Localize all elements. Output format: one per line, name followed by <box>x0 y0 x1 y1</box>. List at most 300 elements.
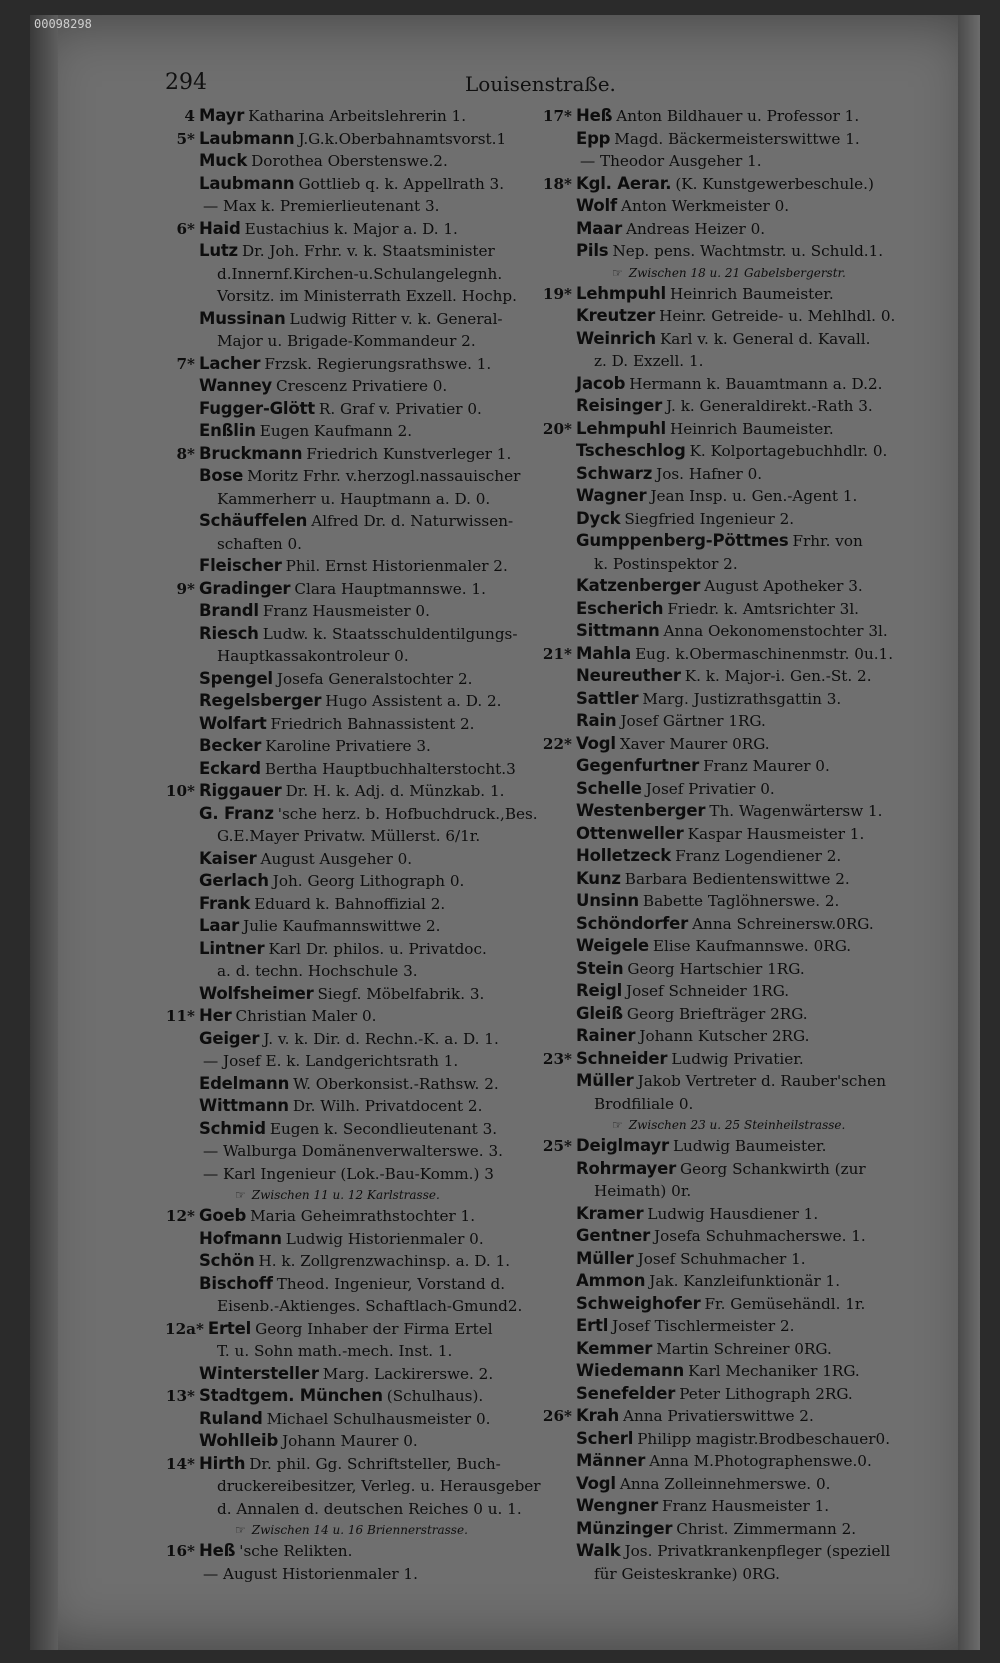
resident-name: Vogl <box>576 733 616 753</box>
resident-description: W. Oberkonsist.-Rathsw. 2. <box>293 1074 499 1093</box>
resident-name: Mayr <box>199 106 245 125</box>
resident-description: Jos. Privatkrankenpfleger (speziell <box>624 1542 891 1560</box>
resident-description: J. v. k. Dir. d. Rechn.-K. a. D. 1. <box>263 1029 499 1048</box>
resident-name: Heß <box>576 106 613 125</box>
resident-entry <box>542 575 932 598</box>
resident-entry <box>165 150 565 173</box>
resident-name: Her <box>199 1006 232 1025</box>
resident-name: Katzenberger <box>576 576 701 595</box>
resident-name: Edelmann <box>199 1073 290 1093</box>
resident-name: Laar <box>199 916 240 935</box>
resident-entry <box>542 283 932 306</box>
resident-name: Männer <box>576 1451 646 1470</box>
resident-description: Anna Schreinersw.0RG. <box>692 914 874 933</box>
resident-entry <box>542 958 932 981</box>
resident-description: R. Graf v. Privatier 0. <box>318 399 482 418</box>
resident-description: Josef Privatier 0. <box>645 779 775 798</box>
resident-entry <box>165 600 565 623</box>
resident-description: 'sche herz. b. Hofbuchdruck.,Bes. <box>277 804 538 823</box>
resident-description: Karl Dr. philos. u. Privatdoc. <box>268 939 487 958</box>
resident-name: Wolfsheimer <box>199 983 314 1003</box>
resident-entry <box>165 780 565 803</box>
resident-name: Lutz <box>199 241 238 260</box>
resident-entry <box>542 980 932 1003</box>
resident-entry <box>165 1363 565 1386</box>
resident-name: Schweighofer <box>576 1293 701 1313</box>
resident-name: Geiger <box>199 1028 260 1048</box>
resident-entry <box>165 1005 565 1028</box>
resident-description: Jak. Kanzleifunktionär 1. <box>649 1272 841 1290</box>
resident-description: Eduard k. Bahnoffizial 2. <box>254 894 446 913</box>
resident-description: Georg Hartschier 1RG. <box>627 959 805 978</box>
resident-entry <box>542 598 932 621</box>
resident-entry <box>542 643 932 666</box>
resident-description: Franz Maurer 0. <box>703 757 830 775</box>
resident-description: Siegfried Ingenieur 2. <box>624 509 795 528</box>
resident-entry <box>165 308 565 331</box>
resident-description: Th. Wagenwärtersw 1. <box>709 802 883 820</box>
resident-name: Wagner <box>576 486 647 505</box>
resident-entry <box>165 510 565 533</box>
resident-description: Johann Kutscher 2RG. <box>639 1027 810 1045</box>
resident-description: Christ. Zimmermann 2. <box>676 1519 857 1538</box>
resident-name: Kemmer <box>576 1338 653 1358</box>
resident-entry <box>165 915 565 938</box>
resident-name: Schön <box>199 1251 255 1270</box>
resident-name: Schwarz <box>576 463 653 483</box>
resident-name: Vogl <box>576 1473 616 1493</box>
resident-name: Bruckmann <box>199 443 303 463</box>
resident-entry <box>542 733 932 756</box>
left-column <box>165 105 565 1585</box>
resident-description: Marg. Lackirerswe. 2. <box>322 1364 494 1383</box>
resident-entry <box>165 1073 565 1096</box>
resident-name: Spengel <box>199 668 273 688</box>
resident-entry <box>542 1048 932 1071</box>
resident-entry <box>165 240 565 263</box>
resident-name: Gumppenberg-Pöttmes <box>576 531 789 550</box>
resident-name: Ruland <box>199 1408 263 1428</box>
entry-continuation: für Geisteskranke) 0RG. <box>594 1564 780 1583</box>
resident-entry <box>542 1203 932 1226</box>
resident-entry <box>165 713 565 736</box>
resident-entry <box>165 848 565 871</box>
resident-description: Friedrich Bahnassistent 2. <box>270 714 475 733</box>
resident-description: Jean Insp. u. Gen.-Agent 1. <box>650 487 858 505</box>
resident-description: Anton Bildhauer u. Professor 1. <box>616 107 860 125</box>
cross-street-note <box>165 1520 565 1540</box>
resident-name: Westenberger <box>576 801 706 820</box>
resident-entry <box>542 845 932 868</box>
resident-description: H. k. Zollgrenzwachinsp. a. D. 1. <box>258 1252 511 1270</box>
resident-name: Reisinger <box>576 396 663 415</box>
pointing-hand-icon: ☞ <box>612 1118 623 1132</box>
resident-description: Karoline Privatiere 3. <box>265 737 431 755</box>
resident-description: Ludw. k. Staatsschuldentilgungs- <box>262 624 518 643</box>
entry-continuation: Major u. Brigade-Kommandeur 2. <box>217 332 476 350</box>
resident-name: Kunz <box>576 868 621 888</box>
resident-description: Anna Privatierswittwe 2. <box>623 1407 814 1425</box>
resident-entry <box>542 620 932 643</box>
resident-entry <box>165 398 565 421</box>
resident-description: 'sche Relikten. <box>239 1542 353 1560</box>
house-number: 14* <box>165 1454 195 1473</box>
resident-entry <box>542 1158 932 1181</box>
resident-entry <box>542 508 932 531</box>
resident-entry <box>542 463 932 486</box>
resident-description: Karl v. k. General d. Kavall. <box>659 329 871 348</box>
resident-name: Weigele <box>576 936 649 955</box>
resident-entry <box>165 758 565 781</box>
resident-entry <box>542 868 932 891</box>
resident-name: Becker <box>199 736 262 755</box>
resident-entry <box>165 690 565 713</box>
resident-description: Franz Hausmeister 0. <box>262 602 430 620</box>
resident-entry <box>165 1430 565 1453</box>
resident-description: Andreas Heizer 0. <box>626 219 766 238</box>
resident-description: Ludwig Ritter v. k. General- <box>289 309 503 328</box>
resident-description: (Schulhaus). <box>386 1387 484 1405</box>
resident-description: Barbara Bedientenswittwe 2. <box>624 869 850 888</box>
resident-name: Schäuffelen <box>199 511 308 530</box>
resident-description: Anna Zolleinnehmerswe. 0. <box>619 1474 831 1493</box>
resident-entry <box>165 1318 565 1341</box>
resident-name: Goeb <box>199 1206 247 1225</box>
resident-entry <box>165 1453 565 1476</box>
resident-name: Ottenweller <box>576 823 684 843</box>
resident-name: Muck <box>199 151 248 170</box>
resident-name: Schmid <box>199 1118 266 1138</box>
house-number: 6* <box>176 219 195 238</box>
resident-name: Laubmann <box>199 128 295 148</box>
resident-entry <box>165 623 565 646</box>
resident-description: Friedr. k. Amtsrichter 3l. <box>667 599 860 618</box>
resident-name: Haid <box>199 218 241 238</box>
resident-entry <box>165 803 565 826</box>
resident-description: Dr. Wilh. Privatdocent 2. <box>292 1097 483 1115</box>
resident-name: Fleischer <box>199 556 282 575</box>
book-gutter <box>30 15 92 1650</box>
resident-name: Gradinger <box>199 578 291 598</box>
resident-name: Jacob <box>576 373 626 393</box>
resident-description: Georg Schankwirth (zur <box>680 1159 866 1178</box>
resident-name: Mussinan <box>199 308 286 328</box>
resident-description: — Theodor Ausgeher 1. <box>580 152 762 170</box>
resident-description: Siegf. Möbelfabrik. 3. <box>317 984 485 1003</box>
resident-name: G. Franz <box>199 803 274 823</box>
resident-name: Wintersteller <box>199 1363 319 1383</box>
resident-entry <box>542 1360 932 1383</box>
resident-description: Frzsk. Regierungsrathswe. 1. <box>264 354 492 373</box>
resident-entry <box>542 710 932 733</box>
resident-entry <box>165 1563 565 1586</box>
resident-entry <box>542 1405 932 1428</box>
pointing-hand-icon: ☞ <box>612 265 623 280</box>
resident-entry <box>542 1473 932 1496</box>
resident-name: Senefelder <box>576 1383 676 1403</box>
resident-name: Wittmann <box>199 1096 289 1115</box>
house-number: 21* <box>542 644 572 663</box>
resident-entry <box>542 1540 932 1563</box>
resident-entry <box>542 1225 932 1248</box>
resident-entry <box>542 150 932 173</box>
house-number: 12a* <box>165 1319 204 1338</box>
resident-description: Josefa Generalstochter 2. <box>276 669 473 688</box>
house-number: 26* <box>542 1407 572 1425</box>
resident-entry <box>542 395 932 418</box>
resident-name: Gegenfurtner <box>576 756 700 775</box>
house-number: 5* <box>176 129 195 148</box>
entry-continuation: schaften 0. <box>217 534 302 553</box>
resident-description: Anton Werkmeister 0. <box>620 197 790 215</box>
resident-description: Franz Hausmeister 1. <box>662 1497 830 1515</box>
resident-name: Wiedemann <box>576 1361 685 1380</box>
resident-entry <box>542 305 932 328</box>
resident-entry <box>542 173 932 196</box>
entry-continuation: Brodfiliale 0. <box>594 1094 694 1113</box>
resident-name: Krah <box>576 1406 620 1425</box>
resident-name: Pils <box>576 241 609 260</box>
resident-description: Heinrich Baumeister. <box>670 419 834 438</box>
resident-description: Hugo Assistent a. D. 2. <box>325 692 502 710</box>
page-number: 294 <box>165 70 207 95</box>
resident-name: Frank <box>199 893 251 913</box>
house-number: 20* <box>542 419 572 438</box>
resident-description: Frhr. von <box>792 532 863 550</box>
resident-entry <box>165 1408 565 1431</box>
resident-entry <box>165 1050 565 1073</box>
resident-name: Hofmann <box>199 1228 282 1248</box>
resident-name: Reigl <box>576 981 623 1000</box>
resident-name: Walk <box>576 1541 621 1560</box>
resident-entry <box>542 1383 932 1406</box>
pointing-hand-icon: ☞ <box>235 1523 246 1537</box>
resident-name: Brandl <box>199 601 259 620</box>
resident-entry <box>165 870 565 893</box>
resident-description: Dr. H. k. Adj. d. Münzkab. 1. <box>285 782 505 800</box>
resident-description: Moritz Frhr. v.herzogl.nassauischer <box>247 467 521 485</box>
resident-name: Kreutzer <box>576 306 656 325</box>
resident-description: — August Historienmaler 1. <box>203 1564 418 1583</box>
resident-entry <box>542 1495 932 1518</box>
resident-name: Wolfart <box>199 713 267 733</box>
resident-entry <box>542 1293 932 1316</box>
resident-description: Marg. Justizrathsgattin 3. <box>642 689 842 708</box>
resident-description: J. k. Generaldirekt.-Rath 3. <box>666 397 873 415</box>
resident-description: Heinrich Baumeister. <box>670 284 834 303</box>
resident-entry <box>542 485 932 508</box>
resident-entry <box>165 1028 565 1051</box>
resident-name: Gleiß <box>576 1003 623 1023</box>
resident-entry <box>542 1315 932 1338</box>
resident-description: Dorothea Oberstenswe.2. <box>251 152 448 170</box>
entry-continuation: G.E.Mayer Privatw. Müllerst. 6/1r. <box>217 827 481 845</box>
resident-entry <box>165 1385 565 1408</box>
resident-description: Jos. Hafner 0. <box>656 464 763 483</box>
cross-street-text: Zwischen 14 u. 16 Briennerstrasse. <box>251 1523 468 1537</box>
resident-entry <box>165 443 565 466</box>
resident-entry <box>542 1450 932 1473</box>
entry-continuation: k. Postinspektor 2. <box>594 554 738 573</box>
resident-name: Dyck <box>576 508 621 528</box>
resident-entry <box>165 128 565 151</box>
resident-name: Müller <box>576 1071 634 1090</box>
resident-entry <box>542 373 932 396</box>
resident-entry <box>165 1540 565 1563</box>
resident-entry <box>542 1070 932 1093</box>
resident-description: Friedrich Kunstverleger 1. <box>306 444 512 463</box>
resident-description: K. k. Major-i. Gen.-St. 2. <box>684 667 872 685</box>
resident-entry <box>165 578 565 601</box>
resident-name: Tscheschlog <box>576 441 686 460</box>
resident-description: Magd. Bäckermeisterswittwe 1. <box>614 129 860 148</box>
resident-entry <box>165 938 565 961</box>
resident-name: Kramer <box>576 1203 644 1223</box>
entry-continuation: z. D. Exzell. 1. <box>594 352 704 370</box>
resident-description: Joh. Georg Lithograph 0. <box>272 872 465 890</box>
resident-entry <box>542 935 932 958</box>
resident-description: Ludwig Privatier. <box>671 1049 804 1068</box>
resident-name: Bischoff <box>199 1273 273 1293</box>
entry-continuation: Eisenb.-Aktienges. Schaftlach-Gmund2. <box>217 1297 523 1315</box>
resident-entry <box>542 1428 932 1451</box>
resident-entry <box>165 195 565 218</box>
resident-description: August Ausgeher 0. <box>260 849 413 868</box>
resident-entry <box>542 1003 932 1026</box>
resident-name: Rain <box>576 711 617 730</box>
resident-name: Wengner <box>576 1496 659 1515</box>
resident-description: Crescenz Privatiere 0. <box>276 377 448 395</box>
resident-name: Scherl <box>576 1428 634 1448</box>
resident-name: Wanney <box>199 376 272 395</box>
resident-description: Johann Maurer 0. <box>282 1432 418 1450</box>
resident-entry <box>542 778 932 801</box>
resident-name: Rohrmayer <box>576 1158 677 1178</box>
resident-entry <box>165 1205 565 1228</box>
entry-continuation: Heimath) 0r. <box>594 1182 692 1200</box>
resident-name: Stein <box>576 958 624 978</box>
resident-entry <box>542 240 932 263</box>
resident-entry <box>542 328 932 351</box>
resident-entry <box>165 1228 565 1251</box>
resident-description: Franz Logendiener 2. <box>675 847 842 865</box>
resident-description: Anna Oekonomenstochter 3l. <box>663 622 888 640</box>
resident-description: Georg Briefträger 2RG. <box>626 1004 808 1023</box>
house-number: 11* <box>165 1007 195 1025</box>
resident-name: Lintner <box>199 938 265 958</box>
resident-name: Neureuther <box>576 666 681 685</box>
resident-description: Karl Mechaniker 1RG. <box>688 1362 860 1380</box>
house-number: 25* <box>542 1137 572 1155</box>
resident-description: Clara Hauptmannswe. 1. <box>294 579 486 598</box>
house-number: 22* <box>542 734 572 753</box>
resident-description: Josef Schuhmacher 1. <box>637 1249 806 1268</box>
resident-name: Fugger-Glött <box>199 398 315 418</box>
resident-entry <box>165 1250 565 1273</box>
resident-description: Nep. pens. Wachtmstr. u. Schuld.1. <box>612 242 884 260</box>
resident-name: Hirth <box>199 1453 246 1473</box>
resident-description: Alfred Dr. d. Naturwissen- <box>311 512 514 530</box>
resident-description: Dr. Joh. Frhr. v. k. Staatsminister <box>241 242 495 260</box>
resident-description: — Max k. Premierlieutenant 3. <box>203 197 440 215</box>
resident-name: Müller <box>576 1248 634 1268</box>
resident-description: Christian Maler 0. <box>235 1007 377 1025</box>
resident-entry <box>542 755 932 778</box>
entry-continuation: Kammerherr u. Hauptmann a. D. 0. <box>217 489 491 508</box>
resident-name: Riesch <box>199 623 259 643</box>
entry-continuation: Vorsitz. im Ministerrath Exzell. Hochp. <box>217 287 517 305</box>
cross-street-text: Zwischen 23 u. 25 Steinheilstrasse. <box>628 1118 846 1132</box>
resident-name: Lehmpuhl <box>576 418 667 438</box>
resident-description: (K. Kunstgewerbeschule.) <box>675 174 874 193</box>
resident-entry <box>165 375 565 398</box>
entry-continuation: Hauptkassakontroleur 0. <box>217 647 409 665</box>
right-column <box>542 105 932 1585</box>
resident-description: Maria Geheimrathstochter 1. <box>250 1207 476 1225</box>
resident-description: Georg Inhaber der Firma Ertel <box>255 1319 493 1338</box>
resident-description: Jakob Vertreter d. Rauber'schen <box>637 1072 886 1090</box>
resident-name: Schneider <box>576 1048 668 1068</box>
page-header <box>165 70 925 104</box>
resident-name: Ertl <box>576 1316 609 1335</box>
entry-continuation: a. d. techn. Hochschule 3. <box>217 962 418 980</box>
resident-name: Schelle <box>576 778 642 798</box>
resident-entry <box>165 1140 565 1163</box>
resident-description: Hermann k. Bauamtmann a. D.2. <box>629 374 883 393</box>
resident-name: Wolf <box>576 196 617 215</box>
resident-name: Gerlach <box>199 871 269 890</box>
resident-entry <box>165 1273 565 1296</box>
house-number: 10* <box>165 782 195 800</box>
resident-name: Kgl. Aerar. <box>576 173 672 193</box>
resident-name: Holletzeck <box>576 846 672 865</box>
resident-entry <box>165 173 565 196</box>
resident-entry <box>165 893 565 916</box>
resident-entry <box>165 105 565 128</box>
resident-name: Laubmann <box>199 173 295 193</box>
resident-entry <box>165 420 565 443</box>
house-number: 16* <box>165 1542 195 1560</box>
resident-name: Sittmann <box>576 621 660 640</box>
resident-entry <box>165 465 565 488</box>
house-number: 12* <box>165 1207 195 1225</box>
resident-description: Phil. Ernst Historienmaler 2. <box>285 557 508 575</box>
resident-entry <box>165 1163 565 1186</box>
house-number: 9* <box>176 579 195 598</box>
resident-name: Ammon <box>576 1271 646 1290</box>
next-page-edge <box>958 15 980 1650</box>
resident-name: Epp <box>576 128 611 148</box>
resident-description: Dr. phil. Gg. Schriftsteller, Buch- <box>249 1454 501 1473</box>
resident-description: Michael Schulhausmeister 0. <box>266 1409 491 1428</box>
resident-name: Weinrich <box>576 328 656 348</box>
directory-page <box>30 15 980 1650</box>
resident-description: Theod. Ingenieur, Vorstand d. <box>276 1274 506 1293</box>
resident-description: Josefa Schuhmacherswe. 1. <box>654 1227 866 1245</box>
resident-name: Mahla <box>576 643 632 663</box>
house-number: 18* <box>542 174 572 193</box>
resident-entry <box>542 688 932 711</box>
resident-entry <box>542 1270 932 1293</box>
resident-entry <box>542 195 932 218</box>
resident-name: Unsinn <box>576 891 639 910</box>
resident-entry <box>542 218 932 241</box>
resident-name: Rainer <box>576 1026 636 1045</box>
resident-entry <box>165 735 565 758</box>
resident-entry <box>165 1095 565 1118</box>
resident-name: Kaiser <box>199 848 257 868</box>
cross-street-note <box>542 1115 932 1135</box>
